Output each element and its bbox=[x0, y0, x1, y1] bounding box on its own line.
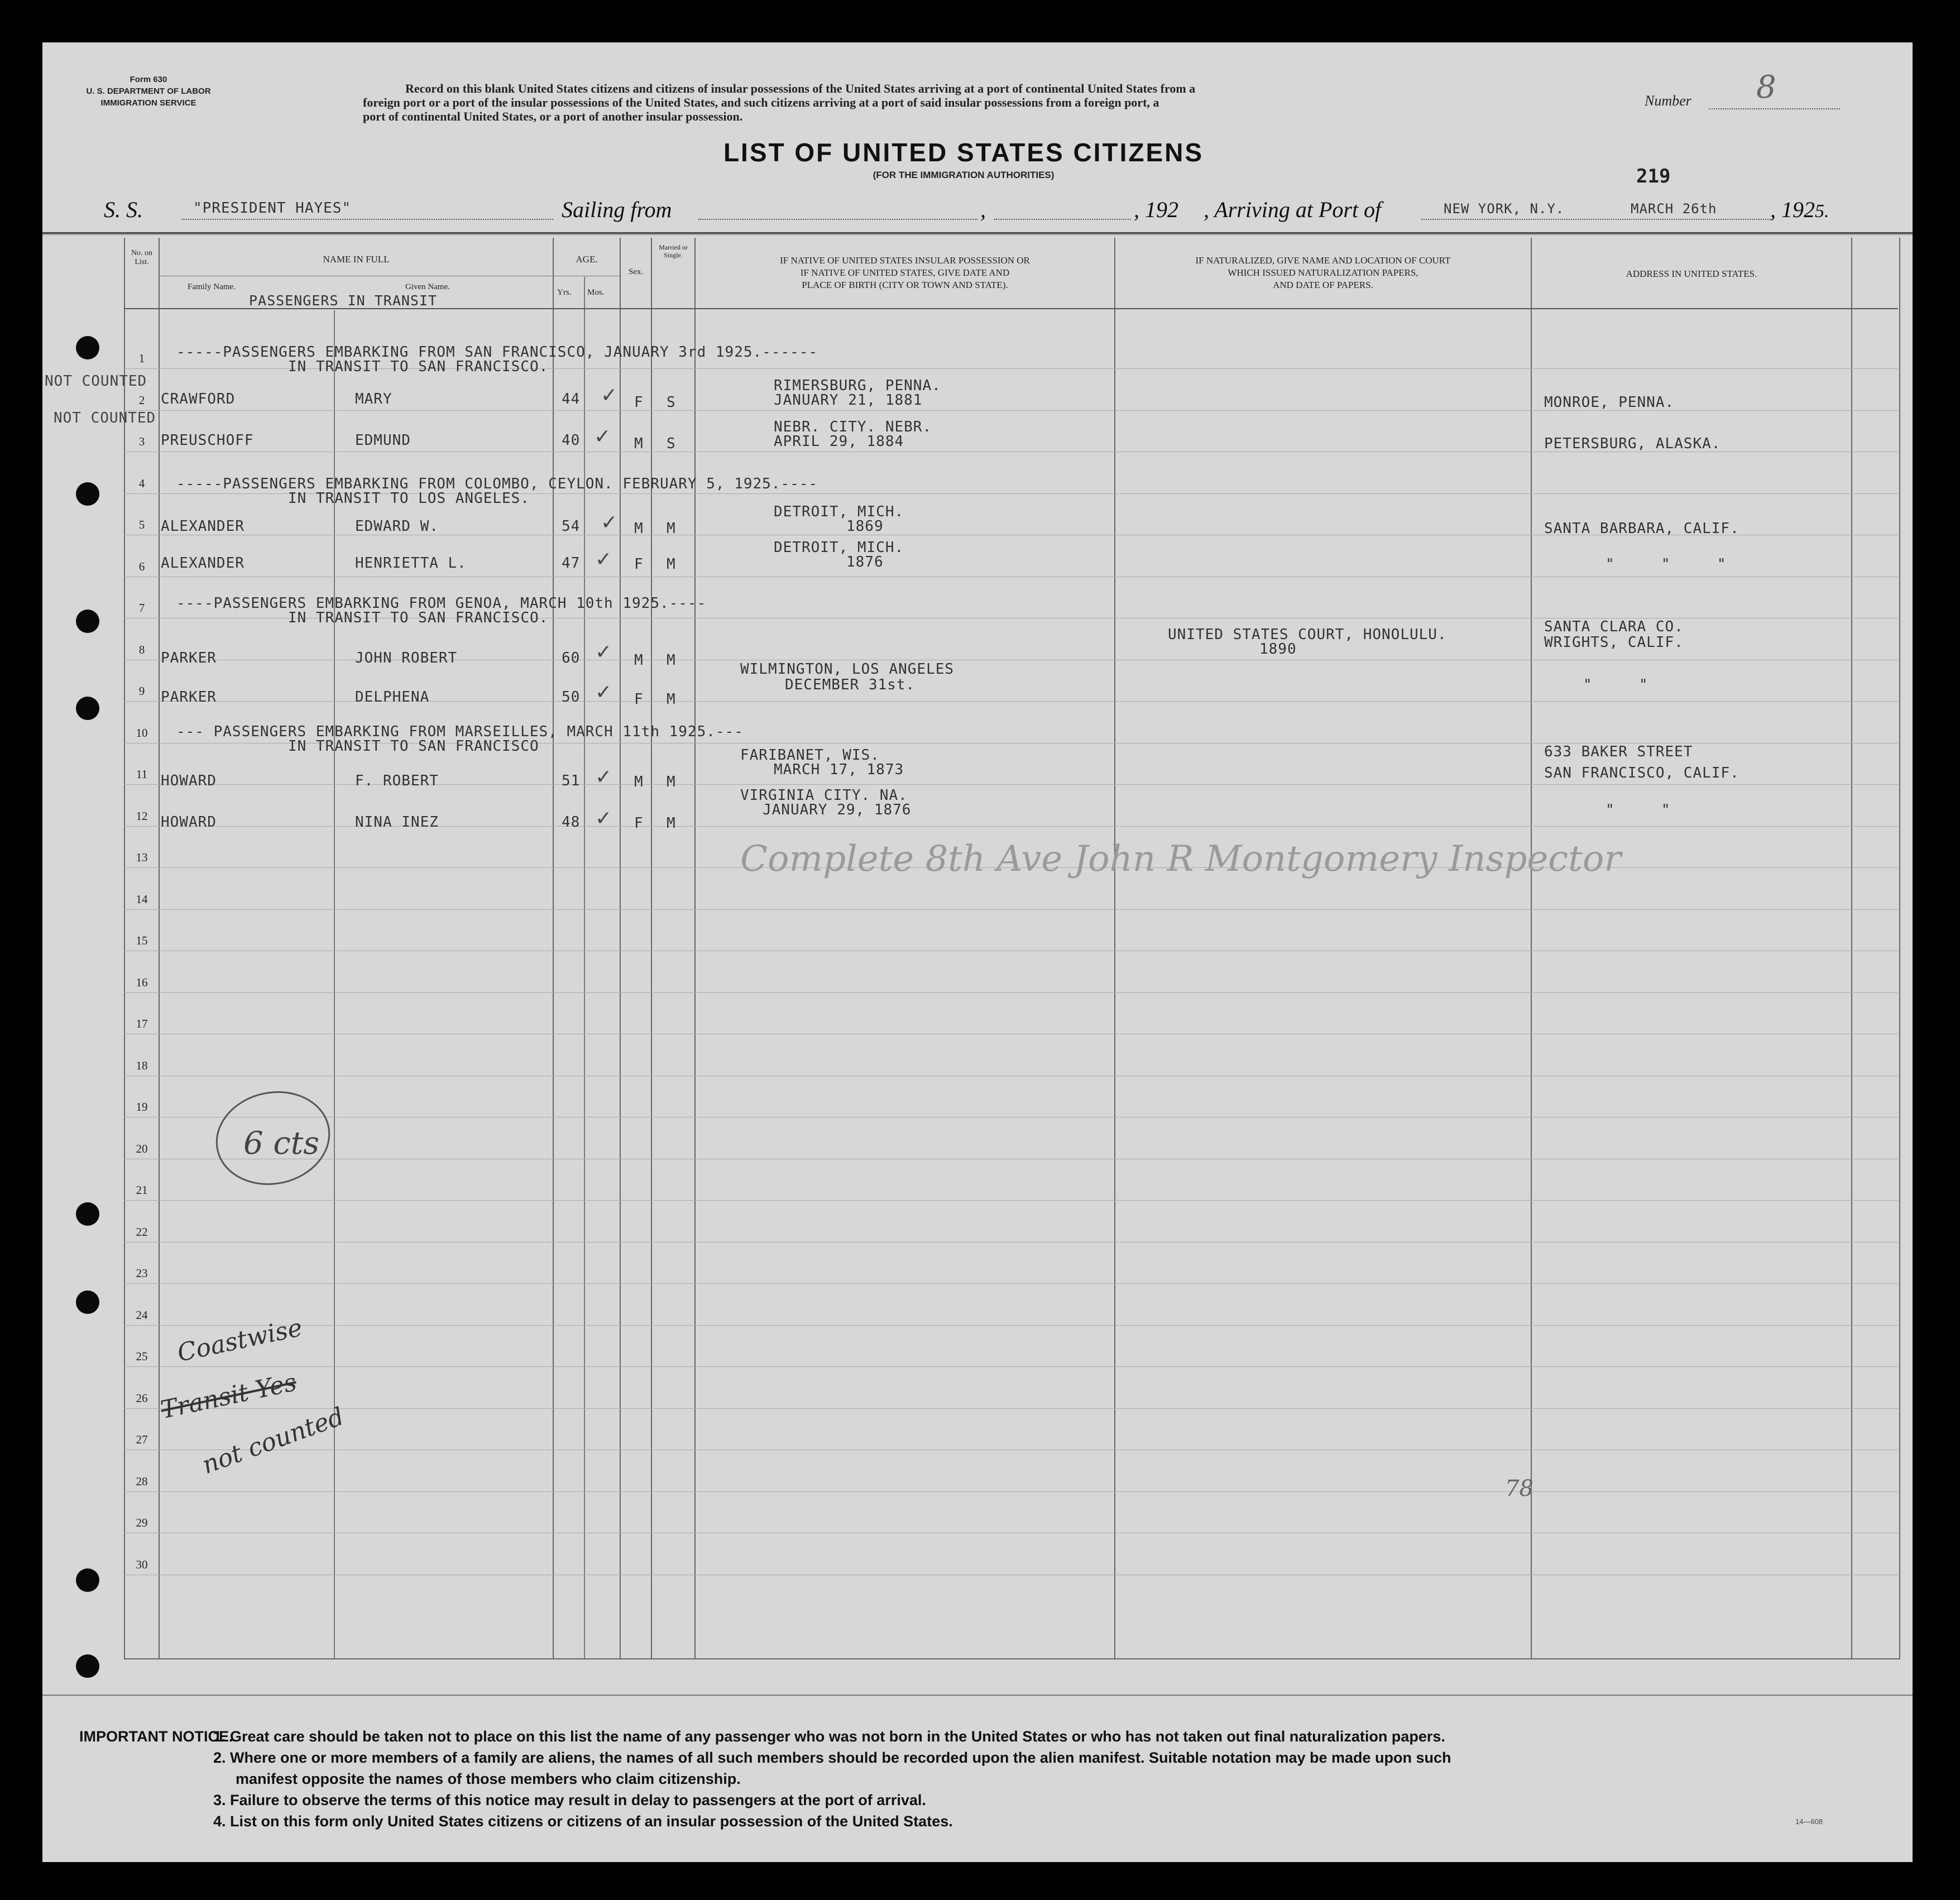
col-divider bbox=[1851, 238, 1852, 1658]
transit-heading: PASSENGERS IN TRANSIT bbox=[249, 292, 438, 309]
passenger-birth-date: JANUARY 21, 1881 bbox=[774, 392, 923, 409]
passenger-birth-date: 1869 bbox=[846, 518, 884, 535]
form-line: IMMIGRATION SERVICE bbox=[100, 98, 197, 108]
notice-item: 2. Where one or more members of a family are aliens, the names of all such members should be recorded upon the alien manifest. Suitable notation may be made upon such bbox=[213, 1749, 1451, 1766]
col-header-age: AGE. bbox=[576, 254, 598, 265]
punch-hole bbox=[76, 610, 99, 633]
passenger-address: " " bbox=[1583, 676, 1648, 693]
passenger-address: SANTA BARBARA, CALIF. bbox=[1544, 520, 1739, 537]
row-number: 14 bbox=[136, 892, 148, 906]
passenger-birth-date: JANUARY 29, 1876 bbox=[763, 802, 912, 818]
passenger-birth-place: DETROIT, MICH. bbox=[774, 539, 904, 556]
passenger-sex: F bbox=[634, 815, 644, 832]
passenger-given-name: JOHN ROBERT bbox=[355, 650, 458, 666]
ss-label: S. S. bbox=[104, 197, 143, 222]
col-header-yrs: Yrs. bbox=[557, 288, 572, 297]
col-divider bbox=[1114, 238, 1115, 1658]
passenger-age: 48 bbox=[562, 814, 581, 831]
ruled-line bbox=[124, 909, 1898, 910]
not-counted-stamp: NOT COUNTED bbox=[45, 373, 147, 390]
ship-name: "PRESIDENT HAYES" bbox=[193, 200, 352, 217]
check-mark-icon: ✓ bbox=[595, 766, 612, 789]
col-divider bbox=[1531, 238, 1532, 1658]
sailing-date-line bbox=[994, 219, 1131, 220]
row-number: 17 bbox=[136, 1017, 148, 1030]
table-top-rule bbox=[42, 232, 1913, 234]
col-header-naturalized bbox=[1116, 255, 1530, 291]
passenger-birth-date: MARCH 17, 1873 bbox=[774, 761, 904, 778]
punch-hole bbox=[76, 1568, 99, 1592]
row-number: 20 bbox=[136, 1141, 148, 1155]
passenger-status: S bbox=[667, 435, 676, 452]
page-number: 219 bbox=[1636, 165, 1671, 188]
check-mark-icon: ✓ bbox=[595, 548, 612, 571]
passenger-sex: F bbox=[634, 556, 644, 573]
passenger-sex: M bbox=[634, 520, 644, 537]
passenger-given-name: EDMUND bbox=[355, 432, 411, 449]
circled-note: 6 cts bbox=[243, 1125, 320, 1162]
row-number: 7 bbox=[138, 601, 145, 615]
instruction-line: foreign port or a port of the insular possessions of the United States, and such citizens arriving at a port of said insular possessions from a foreign port, a bbox=[363, 95, 1159, 109]
passenger-status: M bbox=[667, 556, 676, 573]
punch-hole bbox=[76, 1654, 99, 1678]
naturalized-header-line: AND DATE OF PAPERS. bbox=[1273, 280, 1373, 290]
passenger-age: 47 bbox=[562, 555, 581, 572]
row-number: 28 bbox=[136, 1474, 148, 1488]
passenger-status: M bbox=[667, 520, 676, 537]
passenger-family-name: HOWARD bbox=[161, 773, 217, 789]
birth-header-line: IF NATIVE OF UNITED STATES INSULAR POSSESSION OR bbox=[780, 255, 1030, 266]
birth-header-line: IF NATIVE OF UNITED STATES, GIVE DATE AND bbox=[800, 267, 1010, 278]
row-number: 16 bbox=[136, 975, 148, 989]
inspector-signature: Complete 8th Ave John R Montgomery Inspector bbox=[740, 838, 1621, 880]
passenger-birth-date: DECEMBER 31st. bbox=[785, 676, 916, 693]
passenger-given-name: MARY bbox=[355, 391, 392, 407]
arriving-label: , Arriving at Port of bbox=[1204, 197, 1382, 222]
col-header-family: Family Name. bbox=[188, 282, 236, 291]
passenger-age: 60 bbox=[562, 650, 581, 666]
margin-note: Coastwise bbox=[175, 1313, 305, 1368]
passenger-sex: F bbox=[634, 394, 644, 411]
row-number: 10 bbox=[136, 726, 148, 740]
passenger-sex: M bbox=[634, 652, 644, 669]
passenger-birth-place: DETROIT, MICH. bbox=[774, 503, 904, 520]
passenger-family-name: ALEXANDER bbox=[161, 555, 245, 572]
section-heading-sub: IN TRANSIT TO SAN FRANCISCO. bbox=[288, 358, 549, 375]
check-mark-icon: ✓ bbox=[595, 807, 612, 830]
passenger-family-name: PARKER bbox=[161, 689, 217, 706]
col-header-married: Married or Single. bbox=[659, 243, 688, 259]
page-title: LIST OF UNITED STATES CITIZENS bbox=[723, 138, 1204, 167]
row-number: 15 bbox=[136, 934, 148, 947]
check-mark-icon: ✓ bbox=[601, 511, 618, 534]
row-number: 13 bbox=[136, 851, 148, 864]
punch-hole bbox=[76, 482, 99, 506]
row-number: 29 bbox=[136, 1516, 148, 1529]
form-line: U. S. DEPARTMENT OF LABOR bbox=[86, 87, 211, 96]
passenger-address: " " " bbox=[1606, 556, 1727, 573]
col-divider bbox=[334, 310, 335, 1658]
passenger-status: M bbox=[667, 815, 676, 832]
passenger-birth-place: NEBR. CITY. NEBR. bbox=[774, 419, 932, 435]
col-divider bbox=[651, 238, 652, 1658]
row-number: 25 bbox=[136, 1350, 148, 1363]
passenger-age: 50 bbox=[562, 689, 581, 706]
passenger-given-name: HENRIETTA L. bbox=[355, 555, 467, 572]
row-number: 11 bbox=[136, 767, 148, 781]
number-label: Number bbox=[1645, 93, 1691, 109]
section-heading: -----PASSENGERS EMBARKING FROM SAN FRANCISCO, JANUARY 3rd 1925.------ bbox=[176, 344, 818, 361]
passenger-status: M bbox=[667, 774, 676, 790]
birth-header-line: PLACE OF BIRTH (CITY OR TOWN AND STATE). bbox=[802, 280, 1008, 290]
row-number: 18 bbox=[136, 1058, 148, 1072]
ship-name-line bbox=[182, 219, 553, 220]
footer-rule bbox=[42, 1695, 1913, 1696]
sailing-year-prefix: 192 bbox=[1145, 197, 1178, 222]
col-header-no: No. on List. bbox=[131, 249, 153, 266]
notice-item: 1. Great care should be taken not to place on this list the name of any passenger who was not born in the United States or who has not taken out final naturalization papers. bbox=[213, 1728, 1445, 1745]
col-divider bbox=[620, 238, 621, 1658]
row-number: 2 bbox=[138, 393, 145, 407]
passenger-sex: M bbox=[634, 435, 644, 452]
check-mark-icon: ✓ bbox=[601, 384, 618, 407]
passenger-birth-place: FARIBANET, WIS. bbox=[740, 747, 880, 764]
passenger-given-name: EDWARD W. bbox=[355, 518, 439, 535]
notice-items bbox=[213, 1726, 1899, 1832]
arrival-date: MARCH 26th bbox=[1631, 201, 1717, 217]
form-id-block bbox=[76, 74, 221, 109]
passenger-age: 40 bbox=[562, 432, 581, 449]
col-header-birth bbox=[697, 255, 1113, 291]
check-mark-icon: ✓ bbox=[595, 641, 612, 664]
passenger-given-name: DELPHENA bbox=[355, 689, 430, 706]
passenger-status: M bbox=[667, 691, 676, 708]
row-number: 12 bbox=[136, 809, 148, 823]
section-heading-sub: IN TRANSIT TO SAN FRANCISCO bbox=[288, 738, 539, 755]
row-number: 6 bbox=[138, 559, 145, 573]
col-divider bbox=[159, 238, 160, 1658]
number-value: 8 bbox=[1756, 69, 1776, 105]
not-counted-stamp: NOT COUNTED bbox=[54, 410, 156, 426]
printer-code: 14—608 bbox=[1795, 1817, 1823, 1826]
passenger-address-line-1: SANTA CLARA CO. bbox=[1544, 618, 1684, 635]
table-top-rule-2 bbox=[42, 234, 1913, 235]
passenger-address: " " bbox=[1606, 802, 1671, 818]
notice-label: IMPORTANT NOTICE. bbox=[79, 1728, 233, 1745]
form-line: Form 630 bbox=[130, 75, 167, 84]
col-header-mos: Mos. bbox=[587, 288, 605, 297]
passenger-address-line-1: 633 BAKER STREET bbox=[1544, 743, 1693, 760]
section-heading: -----PASSENGERS EMBARKING FROM COLOMBO, CEYLON. FEBRUARY 5, 1925.---- bbox=[176, 476, 818, 492]
passenger-age: 44 bbox=[562, 391, 581, 407]
punch-hole bbox=[76, 1290, 99, 1314]
row-number: 21 bbox=[136, 1183, 148, 1197]
row-number: 4 bbox=[138, 476, 145, 490]
arrival-year bbox=[1770, 196, 1829, 223]
col-header-sex: Sex. bbox=[628, 267, 644, 276]
ruled-line bbox=[124, 1366, 1898, 1367]
ruled-line bbox=[124, 1408, 1898, 1409]
passenger-family-name: PARKER bbox=[161, 650, 217, 666]
naturalized-header-line: WHICH ISSUED NATURALIZATION PAPERS, bbox=[1228, 267, 1419, 278]
naturalized-header-line: IF NATURALIZED, GIVE NAME AND LOCATION OF COURT bbox=[1195, 255, 1451, 266]
passenger-status: S bbox=[667, 394, 676, 411]
passenger-age: 54 bbox=[562, 518, 581, 535]
row-number: 3 bbox=[138, 435, 145, 448]
passenger-status: M bbox=[667, 652, 676, 669]
section-heading-sub: IN TRANSIT TO LOS ANGELES. bbox=[288, 490, 530, 507]
instruction-text bbox=[363, 81, 1636, 123]
passenger-family-name: HOWARD bbox=[161, 814, 217, 831]
row-number: 1 bbox=[138, 352, 145, 365]
arrival-year-prefix: , 192 bbox=[1770, 197, 1815, 222]
row-number: 26 bbox=[136, 1391, 148, 1405]
section-heading-sub: IN TRANSIT TO SAN FRANCISCO. bbox=[288, 610, 549, 626]
instruction-line: Record on this blank United States citizens and citizens of insular possessions of the United States arriving at a port of continental United States from a bbox=[405, 81, 1196, 95]
passenger-birth-place: VIRGINIA CITY. NA. bbox=[740, 787, 908, 804]
sailing-year: , 192 bbox=[1134, 197, 1178, 222]
passenger-family-name: PREUSCHOFF bbox=[161, 432, 254, 449]
passenger-sex: M bbox=[634, 774, 644, 790]
passenger-birth-place: WILMINGTON, LOS ANGELES bbox=[740, 661, 955, 678]
notice-item: 4. List on this form only United States citizens or citizens of an insular possession of the United States. bbox=[213, 1813, 953, 1830]
passenger-family-name: ALEXANDER bbox=[161, 518, 245, 535]
col-divider bbox=[553, 238, 554, 1658]
ruled-line bbox=[124, 1283, 1898, 1284]
passenger-naturalization-court: UNITED STATES COURT, HONOLULU. bbox=[1168, 626, 1447, 643]
row-number: 19 bbox=[136, 1100, 148, 1114]
row-number: 24 bbox=[136, 1308, 148, 1322]
section-heading: --- PASSENGERS EMBARKING FROM MARSEILLES, MARCH 11th 1925.--- bbox=[176, 723, 744, 740]
notice-item: manifest opposite the names of those members who claim citizenship. bbox=[236, 1771, 741, 1787]
ruled-line bbox=[124, 1325, 1898, 1326]
row-number: 23 bbox=[136, 1266, 148, 1280]
sailing-from-label: Sailing from bbox=[562, 197, 672, 222]
passenger-address: MONROE, PENNA. bbox=[1544, 394, 1675, 411]
passenger-birth-date: 1876 bbox=[846, 554, 884, 570]
passenger-sex: F bbox=[634, 691, 644, 708]
passenger-naturalization-date: 1890 bbox=[1259, 641, 1297, 658]
page-mark: 78 bbox=[1505, 1476, 1534, 1501]
punch-hole bbox=[76, 1202, 99, 1226]
col-divider bbox=[694, 238, 696, 1658]
manifest-sheet bbox=[42, 42, 1913, 1862]
col-header-address: ADDRESS IN UNITED STATES. bbox=[1626, 268, 1757, 279]
row-number: 30 bbox=[136, 1557, 148, 1571]
passenger-address: SAN FRANCISCO, CALIF. bbox=[1544, 765, 1739, 781]
ruled-line bbox=[124, 1200, 1898, 1201]
check-mark-icon: ✓ bbox=[594, 425, 611, 448]
arrival-line bbox=[1421, 219, 1773, 220]
section-heading: ----PASSENGERS EMBARKING FROM GENOA, MARCH 10th 1925.---- bbox=[176, 595, 707, 612]
punch-hole bbox=[76, 336, 99, 359]
passenger-age: 51 bbox=[562, 773, 581, 789]
comma: , bbox=[980, 197, 986, 222]
row-number: 5 bbox=[138, 518, 145, 531]
arrival-port: NEW YORK, N.Y. bbox=[1444, 201, 1565, 217]
ruled-line bbox=[124, 992, 1898, 993]
row-number: 9 bbox=[138, 684, 145, 698]
sailing-from-line bbox=[698, 219, 977, 220]
arrival-year-suffix: 5. bbox=[1815, 201, 1829, 222]
passenger-given-name: F. ROBERT bbox=[355, 773, 439, 789]
instruction-line: port of continental United States, or a port of another insular possession. bbox=[363, 109, 743, 123]
col-header-name: NAME IN FULL bbox=[323, 254, 390, 265]
punch-hole bbox=[76, 697, 99, 720]
row-number: 8 bbox=[138, 642, 145, 656]
row-number: 27 bbox=[136, 1433, 148, 1446]
row-number: 22 bbox=[136, 1225, 148, 1239]
passenger-family-name: CRAWFORD bbox=[161, 391, 236, 407]
margin-note: not counted bbox=[198, 1402, 348, 1480]
passenger-birth-place: RIMERSBURG, PENNA. bbox=[774, 377, 941, 394]
passenger-address: PETERSBURG, ALASKA. bbox=[1544, 435, 1721, 452]
ruled-line bbox=[124, 1491, 1898, 1492]
notice-item: 3. Failure to observe the terms of this notice may result in delay to passengers at the port of arrival. bbox=[213, 1792, 926, 1808]
number-line bbox=[1709, 108, 1840, 109]
col-header-given: Given Name. bbox=[405, 282, 450, 291]
page-subtitle: (FOR THE IMMIGRATION AUTHORITIES) bbox=[873, 170, 1055, 180]
passenger-address: WRIGHTS, CALIF. bbox=[1544, 634, 1684, 651]
margin-note: Transit Yes bbox=[158, 1368, 299, 1425]
check-mark-icon: ✓ bbox=[595, 681, 612, 704]
passenger-birth-date: APRIL 29, 1884 bbox=[774, 433, 904, 450]
passenger-given-name: NINA INEZ bbox=[355, 814, 439, 831]
